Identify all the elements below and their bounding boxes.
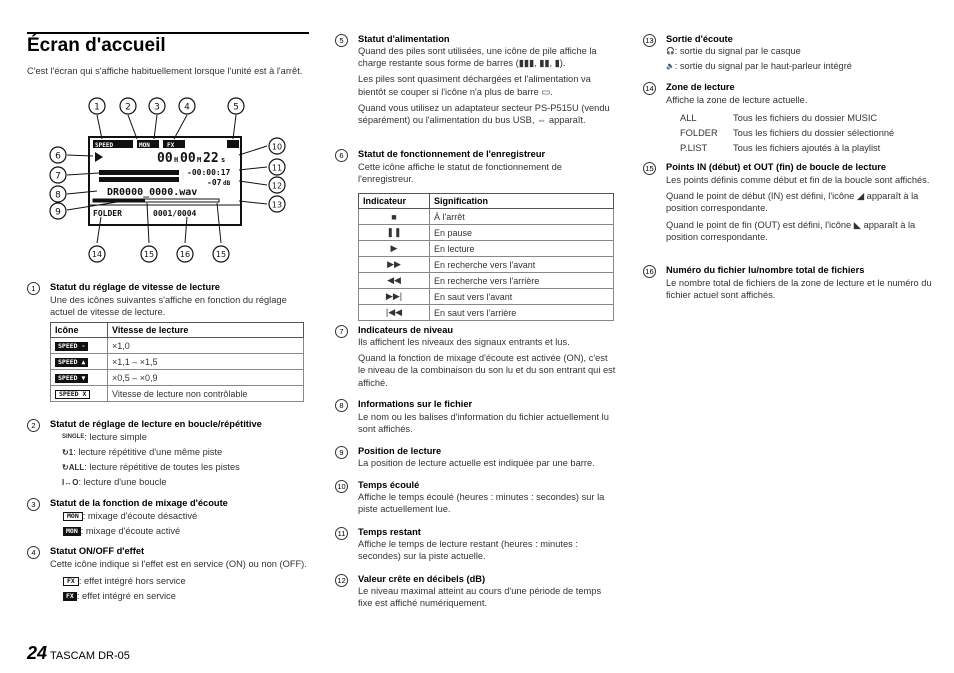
section-number: 9: [335, 446, 348, 459]
section-body: [358, 538, 617, 566]
repeat-all-icon: ↻ALL: [62, 463, 85, 473]
table-cell: ×1,1 – ×1,5: [108, 354, 304, 370]
section-number: 6: [335, 149, 348, 162]
lcd-diagram-svg: [27, 95, 309, 270]
table-row: [51, 354, 304, 370]
section-heading: Numéro du fichier lu/nombre total de fichiers: [666, 265, 865, 275]
callout-15b: 15: [215, 250, 227, 259]
section-number: 14: [643, 82, 656, 95]
col-header: Vitesse de lecture: [108, 323, 304, 338]
section-heading: Statut de réglage de lecture en boucle/répétitive: [50, 419, 262, 429]
col-header: Icône: [51, 323, 108, 338]
lcd-h-unit: H: [174, 156, 179, 164]
lcd-zone: FOLDER: [93, 209, 122, 218]
section-heading: Position de lecture: [358, 446, 442, 456]
callout-14: 14: [91, 250, 103, 259]
section-body: [358, 585, 617, 613]
speed-uncontrolled-icon: SPEED X: [55, 390, 90, 399]
section-body: [358, 45, 617, 130]
section-heading: Statut d'alimentation: [358, 34, 450, 44]
section-body: [666, 94, 933, 155]
section-heading: Temps écoulé: [358, 480, 420, 490]
callout-13: 13: [271, 200, 283, 210]
callout-9: 9: [55, 207, 61, 218]
section-heading: Indicateurs de niveau: [358, 325, 454, 335]
section-text: Les points définis comme début et fin de la boucle sont affichés.: [666, 175, 930, 185]
table-cell: En saut vers l'avant: [430, 289, 614, 305]
table-cell: Vitesse de lecture non contrôlable: [108, 386, 304, 402]
section-number: 8: [335, 399, 348, 412]
lcd-mon: MON: [139, 142, 150, 149]
list-item: SINGLE: lecture simple: [62, 430, 309, 445]
callout-15a: 15: [143, 250, 155, 259]
model-name: TASCAM DR-05: [50, 650, 130, 662]
callout-12: 12: [271, 181, 283, 191]
fx-on-icon: FX: [63, 592, 77, 601]
list-item: FX : effet intégré hors service: [63, 574, 309, 589]
section-text: Affiche le temps de lecture restant (heures : minutes : secondes) sur la piste actuelle.: [358, 539, 578, 562]
lcd-speed: SPEED: [95, 142, 114, 149]
intro-text: C'est l'écran qui s'affiche habituellement lorsque l'unité est à l'arrêt.: [27, 66, 303, 76]
skip-forward-icon: ▶▶|: [359, 289, 430, 305]
section-text: Cette icône affiche le statut de fonctionnement de l'enregistreur.: [358, 162, 562, 185]
table-cell: ×0,5 – ×0,9: [108, 370, 304, 386]
fx-off-icon: FX: [63, 577, 79, 586]
status-table: [358, 193, 614, 321]
section-body: [358, 161, 617, 321]
section-text: Cette icône indique si l'effet est en service (ON) ou non (OFF).: [50, 559, 307, 569]
lcd-m-unit: M: [197, 156, 202, 164]
lcd-fx: FX: [167, 142, 175, 149]
section-number: 1: [27, 282, 40, 295]
table-row: [359, 209, 614, 225]
section-text: Quand la fonction de mixage d'écoute est activée (ON), c'est le niveau de la combinaison du son lu et du son entrant qui est affiché.: [358, 353, 616, 388]
speaker-icon: 🔈: [666, 63, 675, 71]
section-text: Les piles sont quasiment déchargées et l'alimentation va bientôt se couper si l'icône n'a plus de barre ▭.: [358, 74, 591, 97]
section-heading: Statut de fonctionnement de l'enregistreur: [358, 149, 546, 159]
callout-11: 11: [271, 163, 283, 173]
speed-down-icon: SPEED ▼: [55, 374, 88, 383]
table-row: [359, 241, 614, 257]
section-body: [50, 294, 309, 402]
table-row: P.LIST Tous les fichiers ajoutés à la playlist: [680, 142, 881, 153]
section-text: Quand des piles sont utilisées, une icône de pile affiche la charge restante sous forme de barres (▮▮▮, ▮▮, ▮).: [358, 46, 597, 69]
list-item: MON : mixage d'écoute désactivé: [63, 509, 309, 524]
callout-5: 5: [233, 102, 239, 113]
section-body: [62, 430, 309, 490]
section-heading: Temps restant: [358, 527, 421, 537]
section-body: [63, 509, 309, 539]
section-number: 15: [643, 162, 656, 175]
section-heading: Statut ON/OFF d'effet: [50, 546, 145, 556]
single-icon: SINGLE: [62, 434, 85, 441]
table-row: [359, 225, 614, 241]
section-number: 13: [643, 34, 656, 47]
section-text: Quand le point de fin (OUT) est défini, l'icône ◣ apparaît à la position correspondante.: [666, 219, 916, 242]
col-header: Indicateur: [359, 194, 430, 209]
callout-1: 1: [94, 102, 100, 113]
section-text: Quand vous utilisez un adaptateur secteur PS-P515U (vendu séparément) ou l'alimentation du bus USB, ⇔ apparaît.: [358, 102, 610, 126]
section-text: Ils affichent les niveaux des signaux entrants et lus.: [358, 337, 570, 347]
section-heading: Sortie d'écoute: [666, 34, 733, 44]
table-cell: À l'arrêt: [430, 209, 614, 225]
section-number: 3: [27, 498, 40, 511]
section-text: Quand le point de début (IN) est défini, l'icône ◢ apparaît à la position correspondante.: [666, 191, 919, 214]
section-text: Le nombre total de fichiers de la zone de lecture et le numéro du fichier actuel sont affichés.: [666, 278, 932, 301]
section-text: Affiche la zone de lecture actuelle.: [666, 95, 808, 105]
table-cell: En lecture: [430, 241, 614, 257]
section-heading: Statut de la fonction de mixage d'écoute: [50, 498, 228, 508]
table-row: [51, 386, 304, 402]
callout-2: 2: [125, 102, 131, 113]
lcd-peak: -07: [207, 178, 222, 187]
lcd-hours: 00: [157, 151, 173, 166]
col-header: Signification: [430, 194, 614, 209]
stop-icon: ■: [359, 209, 430, 225]
table-cell: En recherche vers l'arrière: [430, 273, 614, 289]
table-cell: En recherche vers l'avant: [430, 257, 614, 273]
speed-normal-icon: SPEED -: [55, 342, 88, 351]
lcd-remaining: -00:00:17: [187, 168, 231, 177]
table-row: [359, 289, 614, 305]
section-body: [666, 277, 933, 305]
section-body: [358, 457, 617, 473]
list-item: ↻1: lecture répétitive d'une même piste: [62, 445, 309, 460]
section-body: [358, 491, 617, 519]
callout-10: 10: [271, 142, 283, 152]
fast-forward-icon: ▶▶: [359, 257, 430, 273]
table-cell: En saut vers l'arrière: [430, 305, 614, 321]
section-number: 11: [335, 527, 348, 540]
section-text: La position de lecture actuelle est indiquée par une barre.: [358, 458, 595, 468]
callout-4: 4: [184, 102, 190, 113]
loop-icon: I↔O: [62, 478, 79, 488]
section-body: [358, 336, 617, 393]
callout-6: 6: [55, 151, 61, 162]
section-number: 10: [335, 480, 348, 493]
callout-16: 16: [179, 250, 191, 259]
section-text: Une des icônes suivantes s'affiche en fonction du réglage actuel de vitesse de lecture.: [50, 295, 287, 318]
list-item: FX : effet intégré en service: [63, 589, 309, 604]
list-item: MON : mixage d'écoute activé: [63, 524, 309, 539]
table-row: [359, 273, 614, 289]
lcd-diagram: [27, 95, 309, 270]
section-body: [666, 174, 933, 247]
section-body: [666, 44, 933, 74]
callout-3: 3: [154, 102, 160, 113]
section-body: [358, 411, 617, 439]
section-number: 4: [27, 546, 40, 559]
section-text: Le niveau maximal atteint au cours d'une période de temps fixe est affiché numériquement.: [358, 586, 602, 609]
speed-table: [50, 322, 304, 402]
section-heading: Zone de lecture: [666, 82, 735, 92]
headphones-icon: 🎧: [666, 48, 675, 56]
rewind-icon: ◀◀: [359, 273, 430, 289]
section-text: Le nom ou les balises d'information du fichier actuellement lu sont affichés.: [358, 412, 609, 435]
lcd-minutes: 00: [180, 151, 196, 166]
section-number: 5: [335, 34, 348, 47]
table-row: FOLDER Tous les fichiers du dossier sélectionné: [680, 127, 895, 138]
table-row: [51, 370, 304, 386]
section-heading: Points IN (début) et OUT (fin) de boucle de lecture: [666, 162, 887, 172]
list-item: 🎧: sortie du signal par le casque: [666, 44, 933, 59]
mon-off-icon: MON: [63, 512, 83, 521]
lcd-s-unit: s: [221, 156, 226, 164]
list-item: 🔈: sortie du signal par le haut-parleur intégré: [666, 59, 933, 74]
lcd-file-count: 0001/0004: [153, 209, 197, 218]
zone-table: [680, 110, 899, 155]
speed-up-icon: SPEED ▲: [55, 358, 88, 367]
list-item: ↻ALL: lecture répétitive de toutes les pistes: [62, 460, 309, 475]
table-row: [359, 305, 614, 321]
section-body: [50, 558, 309, 604]
section-number: 16: [643, 265, 656, 278]
pause-icon: ❚❚: [359, 225, 430, 241]
table-row: ALL Tous les fichiers du dossier MUSIC: [680, 112, 878, 123]
table-cell: ×1,0: [108, 338, 304, 354]
callout-8: 8: [55, 190, 61, 201]
lcd-filename: DR0000_0000.wav: [107, 187, 198, 198]
page-title: Écran d'accueil: [27, 32, 309, 57]
lcd-peak-unit: dB: [223, 180, 231, 187]
page-footer: [27, 643, 130, 664]
repeat-one-icon: ↻1: [62, 448, 74, 458]
play-icon: ▶: [359, 241, 430, 257]
list-item: I↔O: lecture d'une boucle: [62, 475, 309, 490]
section-heading: Statut du réglage de vitesse de lecture: [50, 282, 220, 292]
section-number: 2: [27, 419, 40, 432]
lcd-seconds: 22: [203, 151, 219, 166]
section-number: 7: [335, 325, 348, 338]
table-cell: En pause: [430, 225, 614, 241]
skip-back-icon: |◀◀: [359, 305, 430, 321]
section-heading: Valeur crête en décibels (dB): [358, 574, 486, 584]
section-text: Affiche le temps écoulé (heures : minutes : secondes) sur la piste actuellement lue.: [358, 492, 605, 515]
mon-on-icon: MON: [63, 527, 81, 536]
page-number: 24: [27, 643, 48, 663]
section-heading: Informations sur le fichier: [358, 399, 473, 409]
callout-7: 7: [55, 171, 61, 182]
table-row: [51, 338, 304, 354]
table-row: [359, 257, 614, 273]
section-number: 12: [335, 574, 348, 587]
